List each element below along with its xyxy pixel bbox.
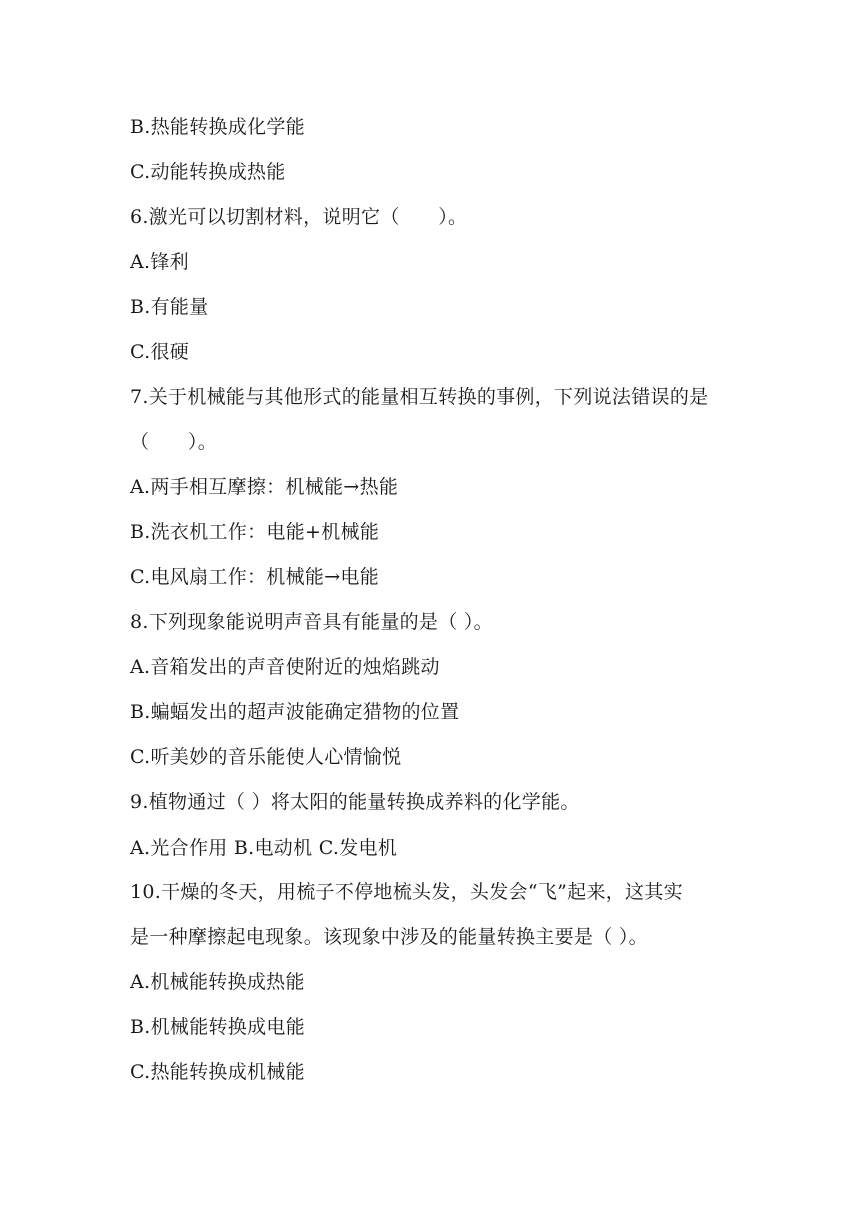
question-10: 10.干燥的冬天，用梳子不停地梳头发，头发会“飞”起来，这其实	[130, 881, 683, 903]
option-6a: A.锋利	[130, 251, 189, 273]
option-10b: B.机械能转换成电能	[130, 1016, 306, 1038]
option-8b: B.蝙蝠发出的超声波能确定猎物的位置	[130, 701, 460, 723]
question-7: 7.关于机械能与其他形式的能量相互转换的事例，下列说法错误的是	[130, 386, 709, 408]
option-7a: A.两手相互摩擦：机械能→热能	[130, 476, 399, 498]
option-8c: C.听美妙的音乐能使人心情愉悦	[130, 746, 402, 768]
option-6c: C.很硬	[130, 341, 190, 363]
question-7-continued: （ ）。	[130, 431, 218, 453]
question-6: 6.激光可以切割材料，说明它（ ）。	[130, 206, 468, 228]
question-8: 8.下列现象能说明声音具有能量的是（ ）。	[130, 611, 493, 633]
options-9: A.光合作用 B.电动机 C.发电机	[130, 837, 398, 859]
option-5b: B.热能转换成化学能	[130, 116, 306, 138]
option-7c: C.电风扇工作：机械能→电能	[130, 566, 380, 588]
option-7b: B.洗衣机工作：电能+机械能	[130, 521, 380, 543]
option-10c: C.热能转换成机械能	[130, 1061, 305, 1083]
question-9: 9.植物通过（ ）将太阳的能量转换成养料的化学能。	[130, 791, 580, 813]
option-10a: A.机械能转换成热能	[130, 971, 305, 993]
option-8a: A.音箱发出的声音使附近的烛焰跳动	[130, 656, 440, 678]
option-5c: C.动能转换成热能	[130, 161, 286, 183]
question-10-continued: 是一种摩擦起电现象。该现象中涉及的能量转换主要是（ ）。	[130, 926, 648, 948]
option-6b: B.有能量	[130, 296, 209, 318]
